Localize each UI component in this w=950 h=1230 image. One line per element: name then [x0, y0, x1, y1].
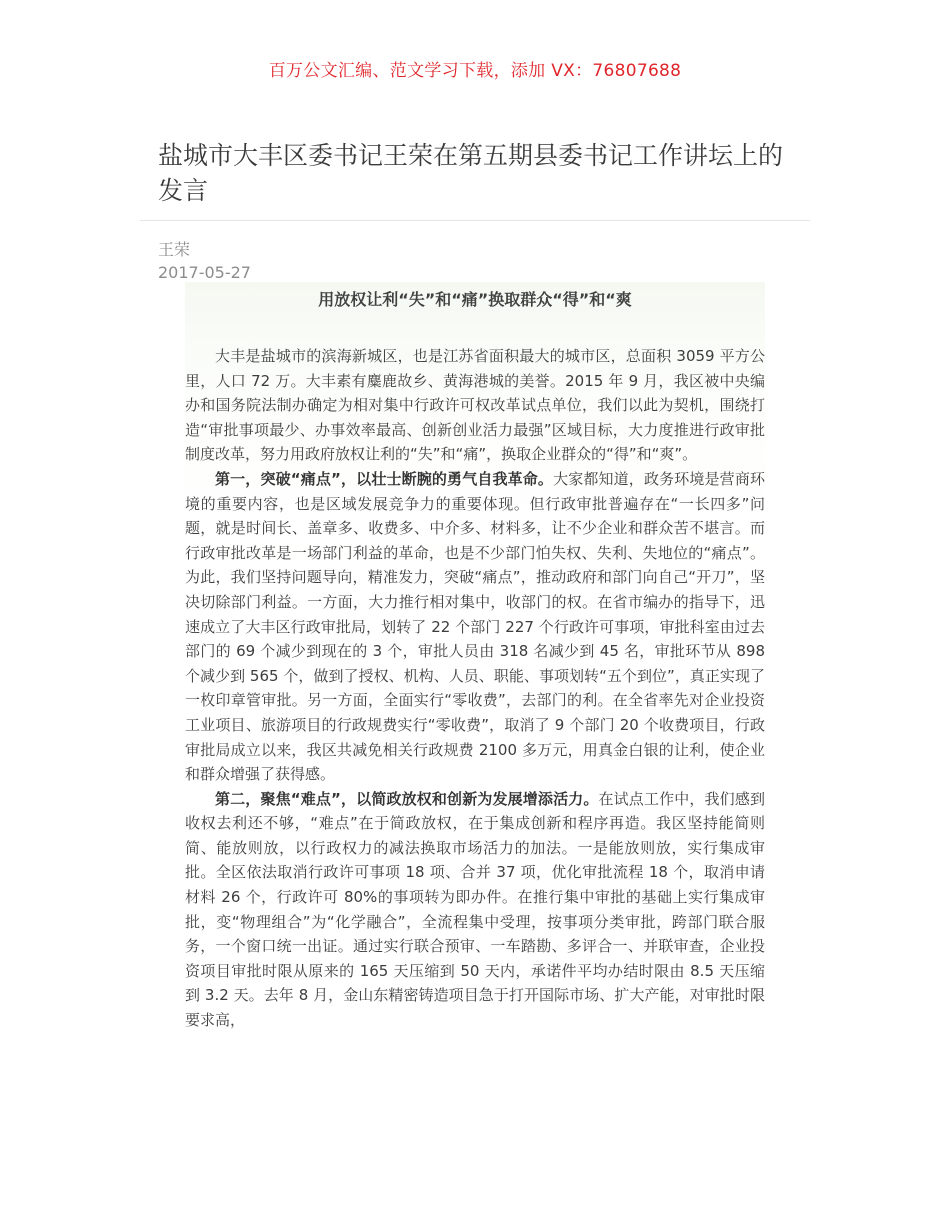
paragraph-lead: 第一，突破“痛点”，以壮士断腕的勇气自我革命。 — [215, 469, 554, 488]
paragraph-first-point — [185, 467, 765, 787]
article-content — [185, 282, 765, 1112]
paragraph-second-point — [185, 787, 765, 1033]
author-name: 王荣 — [158, 240, 191, 259]
paragraph-text: 在试点工作中，我们感到收权去利还不够，“难点”在于简政放权，在于集成创新和程序再造。我区坚持能简则简、能放则放，以行政权力的减法换取市场活力的加法。一是能放则放，实行集成审批。全区依法取消行政许可事项 18 项、合并 37 项，优化审批流程 18 个，取消申请材料 26 个，行政许可 80%的事项转为即办件。在推行集中审批的基础上实行集成审批，变“物理组合”为“化学融合”，全流程集中受理，按事项分类审批，跨部门联合服务，一个窗口统一出证。通过实行联合预审、一车踏勘、多评合一、并联审查，企业投资项目审批时限从原来的 165 天压缩到 50 天内，承诺件平均办结时限由 8.5 天压缩到 3.2 天。去年 8 月，金山东精密铸造项目急于打开国际市场、扩大产能，对审批时限要求高， — [185, 789, 765, 1030]
paragraph-text: 大家都知道，政务环境是营商环境的重要内容，也是区域发展竞争力的重要体现。但行政审批普遍存在“一长四多”问题，就是时间长、盖章多、收费多、中介多、材料多，让不少企业和群众苦不堪言。而行政审批改革是一场部门利益的革命，也是不少部门怕失权、失利、失地位的“痛点”。为此，我们坚持问题导向，精准发力，突破“痛点”，推动政府和部门向自己“开刀”，坚决切除部门利益。一方面，大力推行相对集中，收部门的权。在省市编办的指导下，迅速成立了大丰区行政审批局，划转了 22 个部门 227 个行政许可事项，审批科室由过去部门的 69 个减少到现在的 3 个，审批人员由 318 名减少到 45 名，审批环节从 898 个减少到 565 个，做到了授权、机构、人员、职能、事项划转“五个到位”，真正实现了一枚印章管审批。另一方面，全面实行“零收费”，去部门的利。在全省率先对企业投资工业项目、旅游项目的行政规费实行“零收费”，取消了 9 个部门 20 个收费项目，行政审批局成立以来，我区共减免相关行政规费 2100 多万元，用真金白银的让利，使企业和群众增强了获得感。 — [185, 469, 765, 784]
page-title: 盐城市大丰区委书记王荣在第五期县委书记工作讲坛上的发言 — [158, 141, 784, 205]
article-body — [185, 344, 765, 1033]
article-heading: 用放权让利“失”和“痛”换取群众“得”和“爽 — [318, 290, 632, 309]
promo-banner: 百万公文汇编、范文学习下载，添加 VX：76807688 — [268, 61, 682, 81]
paragraph-lead: 第二，聚焦“难点”，以简政放权和创新为发展增添活力。 — [215, 789, 599, 808]
paragraph-text: 大丰是盐城市的滨海新城区，也是江苏省面积最大的城市区，总面积 3059 平方公里，人口 72 万。大丰素有麋鹿故乡、黄海港城的美誉。2015 年 9 月，我区被中央编办和国务院法制办确定为相对集中行政许可权改革试点单位，我们以此为契机，围绕打造“审批事项最少、办事效率最高、创新创业活力最强”区域目标，大力度推进行政审批制度改革，努力用政府放权让利的“失”和“痛”，换取企业群众的“得”和“爽”。 — [185, 347, 765, 464]
paragraph-intro — [185, 344, 765, 467]
publish-date: 2017-05-27 — [158, 263, 251, 282]
article-meta — [158, 238, 251, 284]
title-divider — [140, 220, 810, 221]
